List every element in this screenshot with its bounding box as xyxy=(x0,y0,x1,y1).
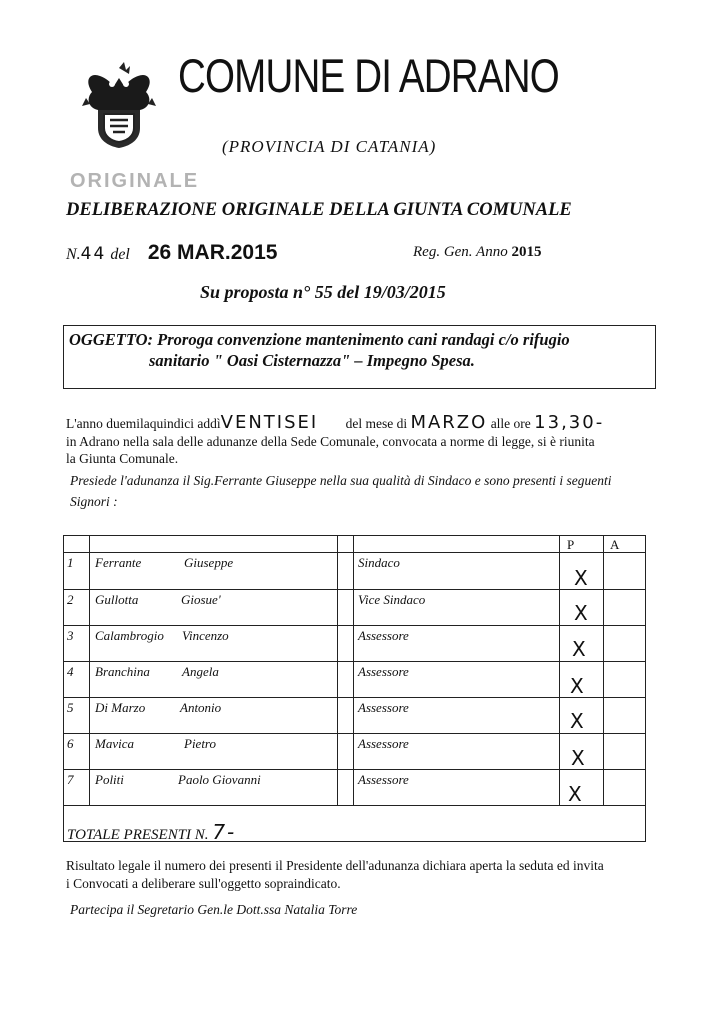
member-name: Giosue' xyxy=(181,592,221,607)
member-name: Giuseppe xyxy=(184,555,234,570)
present-mark: X xyxy=(574,601,588,625)
number-prefix: N. xyxy=(66,246,81,263)
del-word: del xyxy=(110,246,130,263)
handwritten-time: 13,30- xyxy=(534,412,605,433)
member-role: Assessore xyxy=(358,628,409,643)
member-surname: Di Marzo xyxy=(95,700,146,715)
deliberation-number-line xyxy=(66,241,277,265)
handwritten-total: 7- xyxy=(212,820,237,844)
closing-line-2: i Convocati a deliberare sull'oggetto sopraindicato. xyxy=(66,876,341,891)
member-number: 2 xyxy=(67,592,74,607)
member-number: 5 xyxy=(67,700,74,715)
coat-of-arms-emblem xyxy=(80,62,158,150)
member-name: Pietro xyxy=(184,736,217,751)
member-name: Angela xyxy=(182,664,219,679)
member-surname: Politi xyxy=(95,772,124,787)
register-year xyxy=(413,244,541,261)
member-number: 7 xyxy=(67,772,74,787)
deliberation-number: 44 xyxy=(80,244,107,264)
subject-line-1: OGGETTO: Proroga convenzione mantenimento cani randagi c/o rifugio xyxy=(69,330,570,349)
member-role: Assessore xyxy=(358,664,409,679)
municipality-title: COMUNE DI ADRANO xyxy=(178,49,559,102)
subject-box xyxy=(63,325,656,389)
handwritten-month: MARZO xyxy=(410,412,488,433)
present-mark: X xyxy=(570,709,584,733)
column-header-present: P xyxy=(567,537,575,552)
intro-paragraph-line-3: la Giunta Comunale. xyxy=(66,451,179,466)
member-number: 1 xyxy=(67,555,74,570)
present-mark: X xyxy=(571,746,585,770)
total-present-line xyxy=(67,820,236,844)
province-subtitle: (PROVINCIA DI CATANIA) xyxy=(222,137,437,156)
deliberation-heading: DELIBERAZIONE ORIGINALE DELLA GIUNTA COMUNALE xyxy=(66,200,572,220)
column-header-absent: A xyxy=(610,537,620,552)
present-mark: X xyxy=(568,782,582,806)
member-surname: Mavica xyxy=(95,736,134,751)
original-stamp: ORIGINALE xyxy=(70,170,200,192)
member-surname: Calambrogio xyxy=(95,628,164,643)
deliberation-date-stamp: 26 MAR.2015 xyxy=(147,241,278,264)
secretary-line: Partecipa il Segretario Gen.le Dott.ssa Natalia Torre xyxy=(70,902,358,917)
closing-line-1: Risultato legale il numero dei presenti il Presidente dell'adunanza dichiara aperta la seduta ed invita xyxy=(66,858,604,873)
member-surname: Ferrante xyxy=(95,555,142,570)
intro-paragraph-line-2: in Adrano nella sala delle adunanze della Sede Comunale, convocata a norme di legge, si è riunita xyxy=(66,434,595,449)
attendance-table xyxy=(63,535,646,842)
member-name: Vincenzo xyxy=(182,628,229,643)
register-label: Reg. Gen. Anno xyxy=(413,244,508,260)
member-name: Antonio xyxy=(180,700,222,715)
member-number: 4 xyxy=(67,664,74,679)
ore-text: alle ore xyxy=(490,416,531,431)
proposal-line: Su proposta n° 55 del 19/03/2015 xyxy=(200,282,446,302)
intro-paragraph-line-1 xyxy=(66,412,604,433)
register-year-value: 2015 xyxy=(511,244,542,260)
present-mark: X xyxy=(570,674,584,698)
mese-text: del mese di xyxy=(345,416,408,431)
member-role: Assessore xyxy=(358,772,409,787)
member-role: Vice Sindaco xyxy=(358,592,426,607)
member-role: Assessore xyxy=(358,736,409,751)
member-surname: Branchina xyxy=(95,664,150,679)
member-role: Assessore xyxy=(358,700,409,715)
presiede-line-2: Signori : xyxy=(70,494,118,509)
presiede-line-1: Presiede l'adunanza il Sig.Ferrante Giuseppe nella sua qualità di Sindaco e sono presenti i seguenti xyxy=(70,473,612,488)
anno-text: L'anno duemilaquindici addì xyxy=(66,416,221,431)
present-mark: X xyxy=(574,566,588,590)
subject-line-2: sanitario " Oasi Cisternazza" – Impegno Spesa. xyxy=(149,351,475,370)
member-role: Sindaco xyxy=(358,555,400,570)
member-number: 6 xyxy=(67,736,74,751)
member-name: Paolo Giovanni xyxy=(178,772,261,787)
present-mark: X xyxy=(572,637,586,661)
member-surname: Gullotta xyxy=(95,592,139,607)
handwritten-day: VENTISEI xyxy=(220,412,319,433)
total-label: TOTALE PRESENTI N. xyxy=(67,827,209,843)
member-number: 3 xyxy=(67,628,74,643)
